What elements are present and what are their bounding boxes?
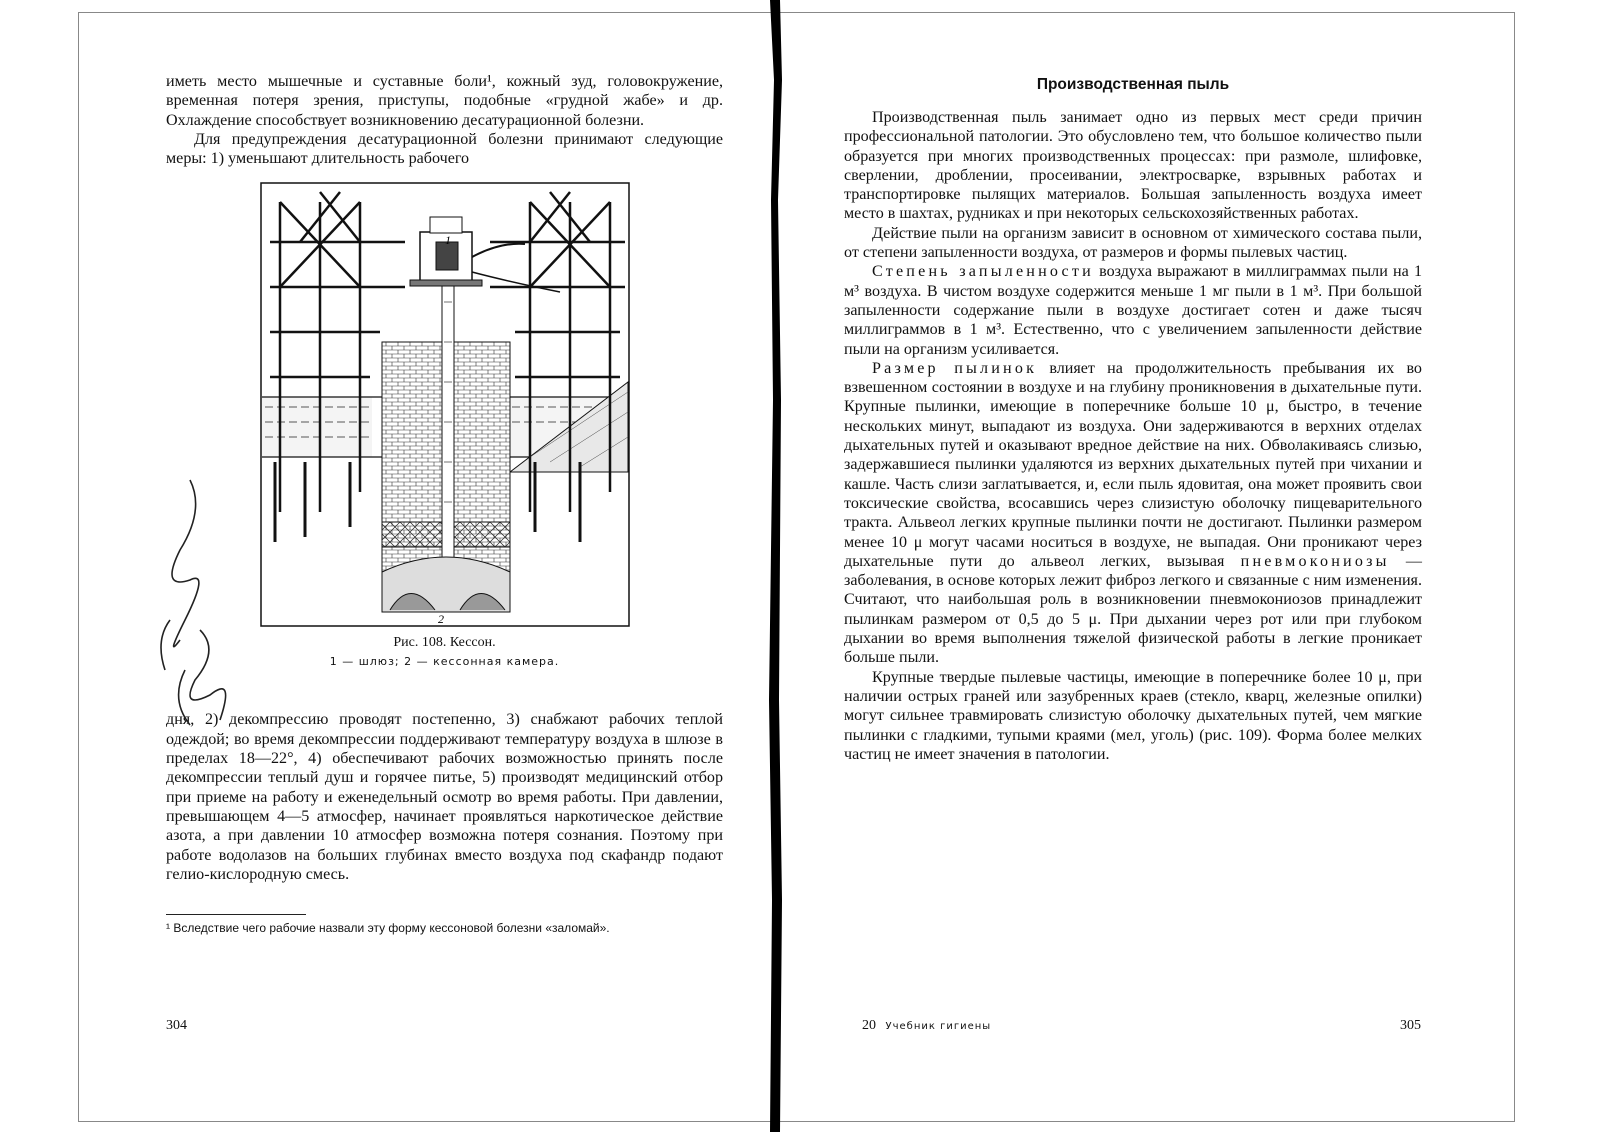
footnote: ¹ Вследствие чего рабочие назвали эту форму кессоновой болезни «заломай». <box>166 921 610 936</box>
right-paragraph-1: Производственная пыль занимает одно из первых мест среди причин профессиональной патологии. Это обусловлено тем, что большое количество пыли образуется при многих производственных процессах: при размоле, шлифовке, сверлении, дроблении, просеивании, электросварке, взрывных работах и транспортировке пылящих материалов. Большая запыленность воздуха имеет место в шахтах, рудниках и при некоторых сельскохозяйственных работах. <box>844 109 1422 223</box>
signature-number: 20 <box>862 1018 876 1033</box>
handwritten-signature <box>150 470 240 730</box>
right-paragraph-4 <box>844 359 1422 668</box>
term-pneumoconiosis: пневмокониозы <box>1240 552 1390 570</box>
figure-legend: 1 — шлюз; 2 — кессонная камера. <box>329 655 560 669</box>
right-paragraph-2: Действие пыли на организм зависит в основном от химического состава пыли, от степени запыленности воздуха, от размеров и формы пылевых частиц. <box>844 224 1422 262</box>
signature-title: Учебник гигиены <box>885 1021 992 1032</box>
footnote-rule <box>166 914 306 915</box>
right-page-number: 305 <box>1400 1018 1421 1033</box>
left-page <box>166 72 723 936</box>
figure-label-1: 1 <box>444 233 451 248</box>
right-paragraph-3 <box>844 262 1422 358</box>
right-paragraph-3-text: воздуха выражают в миллиграммах пыли на 1 м³ воздуха. В чистом воздухе содержится меньше 1 мг пыли в 1 м³. При большой запыленности содержание пыли в воздухе достигает сотен и даже тысяч миллиграммов в 1 м³. Естественно, что с увеличением запыленности действие пыли на организм усиливается. <box>844 263 1422 358</box>
figure-label-2: 2 <box>437 612 444 627</box>
figure-caption: Рис. 108. Кессон. <box>393 635 496 651</box>
left-paragraph-1: иметь место мышечные и суставные боли¹, кожный зуд, головокружение, временная потеря зрения, приступы, подобные «грудной жабе» и др. Охлаждение способствует возникновению десатурационной болезни. <box>166 73 723 129</box>
right-paragraph-4-text-b: — заболевания, в основе которых лежит фиброз легкого и связанные с ним изменения. Считают, что наибольшая роль в возникновении пневмокониозов принадлежит пылинкам размером от 0,5 до 5 μ. При дыхании через рот или при глубоком дыхании во время выполнения тяжелой физической работы в легкие проникает больше пыли. <box>844 552 1422 667</box>
left-paragraph-2: Для предупреждения десатурационной болезни принимают следующие меры: 1) уменьшают длительность рабочего <box>166 130 723 168</box>
signature-mark <box>862 1018 991 1034</box>
book-gutter <box>758 0 788 1132</box>
right-page <box>844 72 1422 764</box>
left-page-number: 304 <box>166 1018 187 1033</box>
term-particle-size: Размер пылинок <box>872 359 1038 377</box>
term-dust-concentration: Степень запыленности <box>872 263 1094 281</box>
caisson-drawing <box>260 182 630 627</box>
caisson-figure <box>260 182 630 627</box>
section-heading: Производственная пыль <box>1036 76 1230 93</box>
right-paragraph-4-text-a: влияет на продолжительность пребывания их во взвешенном состоянии в воздухе и на глубину проникновения в дыхательные пути. Крупные пылинки, имеющие в поперечнике больше 10 μ, быстро, в течение нескольких минут, выпадают из воздуха. Они задерживаются в верхних отделах дыхательных путей и оказывают вредное действие на них. Обволакиваясь слизью, задержавшиеся пылинки удаляются из верхних дыхательных путей при чихании и кашле. Часть слизи заглатывается, и, если пыль ядовитая, она может проявить свои токсические свойства, всосавшись через слизистую оболочку пищеварительного тракта. Альвеол легких крупные пылинки почти не достигают. Пылинки размером менее 10 μ могут часами носиться в воздухе, не выпадая. Они проникают через дыхательные пути до альвеол легких, вызывая <box>844 359 1422 570</box>
left-continuation: дня, 2) декомпрессию проводят постепенно, 3) снабжают рабочих теплой одеждой; во время декомпрессии поддерживают температуру воздуха в шлюзе в пределах 18—22°, 4) обеспечивают рабочих возможностью принять после декомпрессии теплый душ и горячее питье, 5) производят медицинский отбор при приеме на работу и еженедельный осмотр во время работы. При давлении, превышающем 4—5 атмосфер, начинает проявляться наркотическое действие азота, а при давлении 10 атмосфер возможна потеря сознания. Поэтому при работе водолазов на больших глубинах вместо воздуха под скафандр подают гелио-кислородную смесь. <box>166 711 723 883</box>
right-paragraph-5: Крупные твердые пылевые частицы, имеющие в поперечнике более 10 μ, при наличии острых граней или зазубренных краев (стекло, кварц, железные опилки) могут сильнее травмировать слизистую оболочку дыхательных путей, чем мягкие пылинки с гладкими, тупыми краями (мел, уголь) (рис. 109). Форма более мелких частиц не имеет значения в патологии. <box>844 668 1422 763</box>
